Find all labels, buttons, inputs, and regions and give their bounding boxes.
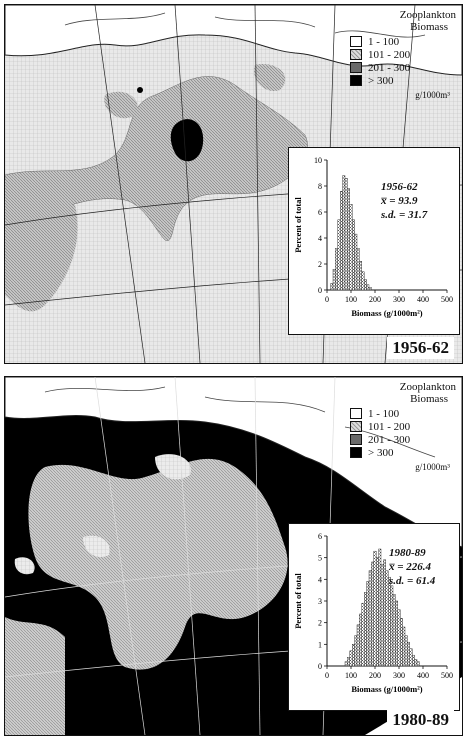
legend-row: 101 - 200 [350, 48, 456, 61]
histogram-bar [410, 649, 412, 666]
histogram-bar [415, 660, 417, 667]
legend-unit: g/1000m³ [415, 90, 450, 100]
histogram-1956-62 [289, 148, 459, 334]
histogram-bar [357, 625, 359, 666]
histogram-bar [379, 549, 381, 666]
histogram-bar [343, 176, 345, 290]
histogram-bar [400, 618, 402, 666]
map-panel-1956-62 [4, 4, 463, 364]
histogram-inset-1956-62 [288, 147, 460, 335]
histogram-bar [391, 586, 393, 666]
histogram-bar [386, 571, 388, 666]
x-tick-label: 500 [441, 671, 453, 680]
map-panel-1980-89 [4, 376, 463, 736]
stats-period: 1956-62 [381, 181, 418, 193]
y-tick-label: 1 [318, 640, 322, 650]
y-tick-label: 4 [318, 575, 322, 585]
histogram-bar [359, 614, 361, 666]
y-tick-label: 0 [318, 286, 322, 295]
legend-subtitle: Biomass [410, 393, 448, 405]
legend-row: 101 - 200 [350, 420, 456, 433]
legend-swatch [350, 62, 362, 73]
histogram-bar [405, 636, 407, 666]
x-tick-label: 400 [417, 671, 429, 680]
histogram-bar [412, 655, 414, 666]
histogram-bar [352, 644, 354, 666]
legend-row: > 300 [350, 74, 456, 87]
stats-sd: s.d. = 31.7 [381, 209, 428, 221]
histogram-bar [364, 592, 366, 666]
histogram-bar [340, 191, 342, 290]
histogram-bar [359, 261, 361, 290]
histogram-bar [345, 178, 347, 290]
period-label: 1980-89 [387, 709, 454, 731]
y-tick-label: 6 [318, 532, 322, 541]
legend-row: > 300 [350, 446, 456, 459]
histogram-bar [362, 272, 364, 290]
legend-swatch [350, 49, 362, 60]
histogram-bar [369, 571, 371, 666]
y-tick-label: 6 [318, 208, 322, 217]
x-tick-label: 0 [325, 295, 329, 304]
y-tick-label: 8 [318, 182, 322, 191]
histogram-bar [331, 284, 333, 291]
stats-sd: s.d. = 61.4 [389, 575, 436, 587]
x-tick-label: 300 [393, 295, 405, 304]
y-tick-label: 10 [314, 156, 322, 165]
y-axis-label: Percent of total [293, 573, 303, 629]
histogram-bar [352, 220, 354, 290]
legend-1956-62 [350, 9, 456, 101]
histogram-bar [364, 280, 366, 290]
legend-1980-89 [350, 381, 456, 473]
histogram-bar [347, 657, 349, 666]
legend-swatch [350, 421, 362, 432]
y-tick-label: 4 [318, 234, 322, 243]
x-tick-label: 0 [325, 671, 329, 680]
histogram-bar [398, 610, 400, 666]
x-tick-label: 500 [441, 295, 453, 304]
histogram-bar [395, 601, 397, 666]
x-axis-label: Biomass (g/1000m²) [351, 308, 423, 318]
histogram-bar [388, 577, 390, 666]
y-tick-label: 0 [318, 662, 322, 671]
x-tick-label: 200 [369, 671, 381, 680]
x-axis-label: Biomass (g/1000m²) [351, 684, 423, 694]
histogram-bar [369, 287, 371, 290]
legend-unit: g/1000m³ [415, 462, 450, 472]
legend-title: Zooplankton [399, 9, 456, 21]
histogram-bar [403, 627, 405, 666]
histogram-bar [347, 189, 349, 290]
histogram-bar [350, 204, 352, 290]
legend-row: 201 - 300 [350, 433, 456, 446]
legend-title: Zooplankton [399, 381, 456, 393]
histogram-bar [362, 603, 364, 666]
stats-period: 1980-89 [389, 547, 426, 559]
legend-swatch [350, 75, 362, 86]
y-tick-label: 5 [318, 553, 322, 563]
histogram-bar [376, 558, 378, 666]
histogram-bar [350, 651, 352, 666]
y-tick-label: 3 [318, 597, 322, 606]
x-tick-label: 400 [417, 295, 429, 304]
legend-swatch [350, 447, 362, 458]
histogram-bar [357, 248, 359, 290]
histogram-bar [393, 595, 395, 667]
histogram-bar [355, 636, 357, 666]
legend-row: 1 - 100 [350, 35, 456, 48]
y-axis-label: Percent of total [293, 197, 303, 253]
legend-row: 201 - 300 [350, 61, 456, 74]
legend-row: 1 - 100 [350, 407, 456, 420]
x-tick-label: 200 [369, 295, 381, 304]
histogram-bar [381, 564, 383, 666]
histogram-bar [407, 642, 409, 666]
stats-mean: x̅ = 93.9 [381, 195, 418, 207]
histogram-bar [383, 560, 385, 666]
x-tick-label: 300 [393, 671, 405, 680]
legend-subtitle: Biomass [410, 21, 448, 33]
histogram-bar [371, 562, 373, 666]
y-tick-label: 2 [318, 618, 322, 628]
stats-box [381, 180, 427, 222]
histogram-bar [345, 662, 347, 666]
legend-swatch [350, 434, 362, 445]
x-tick-label: 100 [345, 295, 357, 304]
histogram-bar [367, 285, 369, 290]
y-tick-label: 2 [318, 260, 322, 269]
x-tick-label: 100 [345, 671, 357, 680]
legend-swatch [350, 408, 362, 419]
histogram-bar [338, 220, 340, 290]
histogram-bar [333, 269, 335, 290]
histogram-inset-1980-89 [288, 523, 460, 711]
histogram-bar [417, 662, 419, 666]
histogram-bar [374, 551, 376, 666]
histogram-bar [335, 248, 337, 290]
stats-box [389, 546, 435, 588]
histogram-bar [355, 234, 357, 290]
legend-swatch [350, 36, 362, 47]
period-label: 1956-62 [387, 337, 454, 359]
histogram-bar [367, 582, 369, 667]
stats-mean: x̅ = 226.4 [389, 561, 432, 573]
